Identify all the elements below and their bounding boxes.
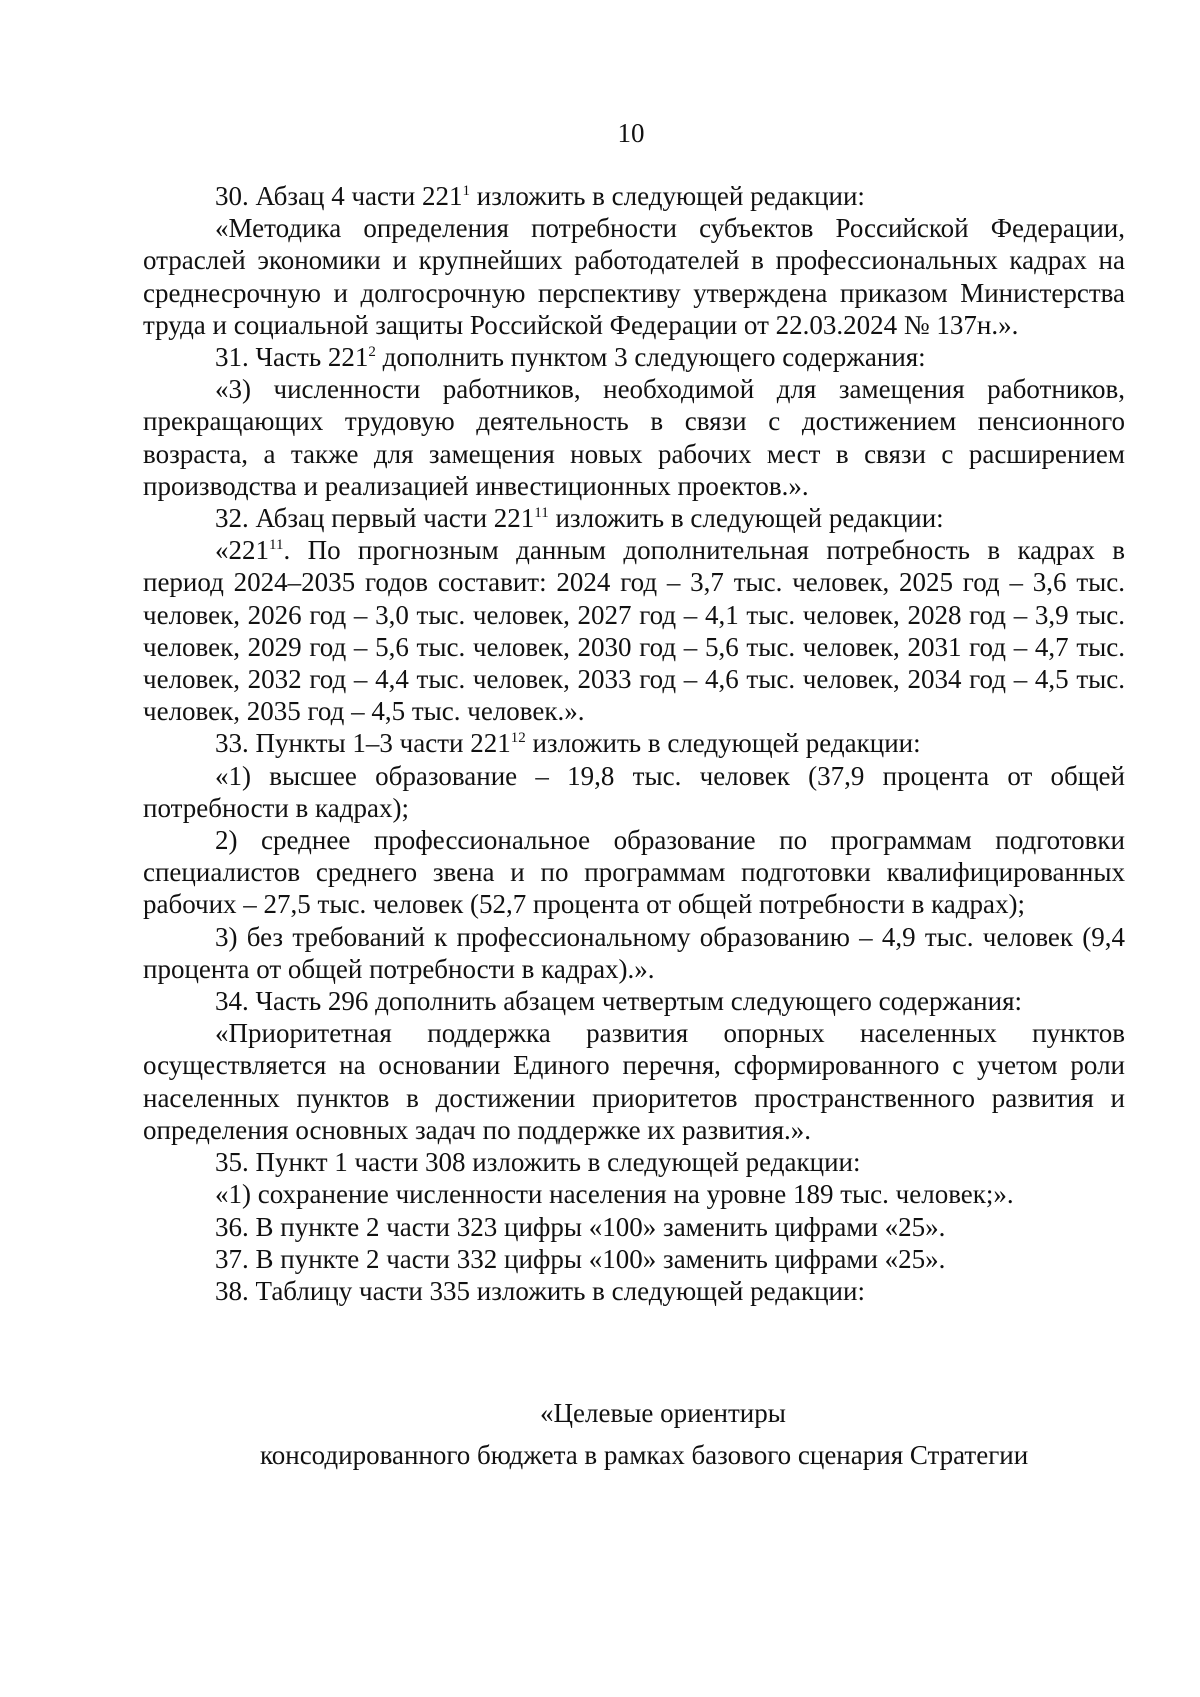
item-32-heading-post: изложить в следующей редакции: xyxy=(548,503,944,534)
item-33-heading xyxy=(143,727,1125,759)
item-33-heading-sup: 12 xyxy=(510,730,526,747)
item-37: 37. В пункте 2 части 332 цифры «100» заменить цифрами «25». xyxy=(215,1243,946,1274)
item-32-heading-sup: 11 xyxy=(534,505,549,522)
item-33-heading-pre: 33. Пункты 1–3 части 221 xyxy=(215,728,511,759)
item-35-heading: 35. Пункт 1 части 308 изложить в следующей редакции: xyxy=(215,1147,861,1178)
table-heading xyxy=(143,1392,1125,1476)
document-body xyxy=(143,180,1125,1307)
item-30-heading xyxy=(143,180,1125,212)
item-32-text-pre: «221 xyxy=(215,535,269,566)
item-33-point-1: «1) высшее образование – 19,8 тыс. человек (37,9 процента от общей потребности в кадрах); xyxy=(143,760,1125,823)
item-31-heading-pre: 31. Часть 221 xyxy=(215,342,369,373)
table-heading-line-2: консодированного бюджета в рамках базового сценария Стратегии xyxy=(260,1440,1029,1470)
page-number: 10 xyxy=(617,118,645,148)
item-30-heading-sup: 1 xyxy=(462,183,471,199)
item-31-text: «3) численности работников, необходимой для замещения работников, прекращающих трудовую деятельность в связи с достижением пенсионного возраста, а также для замещения новых рабочих мест в связи с расширением производства и реализацией инвестиционных проектов.». xyxy=(143,374,1125,501)
item-31-heading-post: дополнить пунктом 3 следующего содержания: xyxy=(375,342,926,373)
item-34-heading: 34. Часть 296 дополнить абзацем четвертым следующего содержания: xyxy=(215,986,1022,1017)
item-38: 38. Таблицу части 335 изложить в следующей редакции: xyxy=(215,1275,865,1306)
item-32-text-sup: 11 xyxy=(269,537,284,554)
item-31-heading xyxy=(143,341,1125,373)
item-32-text xyxy=(143,534,1125,727)
table-heading-line-1: «Целевые ориентиры xyxy=(540,1398,786,1428)
item-33-heading-post: изложить в следующей редакции: xyxy=(525,728,921,759)
item-32-text-post: . По прогнозным данным дополнительная потребность в кадрах в период 2024–2035 годов составит: 2024 год – 3,7 тыс. человек, 2025 год – 3,6 тыс. человек, 2026 год – 3,0 тыс. человек, 2027 год – 4,1 тыс. человек, 2028 год – 3,9 тыс. человек, 2029 год – 5,6 тыс. человек, 2030 год – 5,6 тыс. человек, 2031 год – 4,7 тыс. человек, 2032 год – 4,4 тыс. человек, 2033 год – 4,6 тыс. человек, 2034 год – 4,5 тыс. человек, 2035 год – 4,5 тыс. человек.». xyxy=(143,535,1125,727)
item-30-text: «Методика определения потребности субъектов Российской Федерации, отраслей экономики и крупнейших работодателей в профессиональных кадрах на среднесрочную и долгосрочную перспективу утверждена приказом Министерства труда и социальной защиты Российской Федерации от 22.03.2024 № 137н.». xyxy=(143,213,1125,340)
item-32-heading-pre: 32. Абзац первый части 221 xyxy=(215,503,535,534)
item-35-text: «1) сохранение численности населения на уровне 189 тыс. человек;». xyxy=(215,1179,1014,1210)
item-30-heading-pre: 30. Абзац 4 части 221 xyxy=(215,181,463,211)
item-31-heading-sup: 2 xyxy=(368,344,376,361)
item-32-heading xyxy=(143,502,1125,534)
item-30-heading-post: изложить в следующей редакции: xyxy=(470,181,865,211)
item-33-point-2: 2) среднее профессиональное образование по программам подготовки специалистов среднего звена и по программам подготовки квалифицированных рабочих – 27,5 тыс. человек (52,7 процента от общей потребности в кадрах); xyxy=(143,825,1125,920)
item-34-text: «Приоритетная поддержка развития опорных населенных пунктов осуществляется на основании Единого перечня, сформированного с учетом роли населенных пунктов в достижении приоритетов пространственного развития и определения основных задач по поддержке их развития.». xyxy=(143,1018,1125,1145)
item-33-point-3: 3) без требований к профессиональному образованию – 4,9 тыс. человек (9,4 процента от общей потребности в кадрах).». xyxy=(143,921,1125,984)
item-36: 36. В пункте 2 части 323 цифры «100» заменить цифрами «25». xyxy=(215,1211,946,1242)
